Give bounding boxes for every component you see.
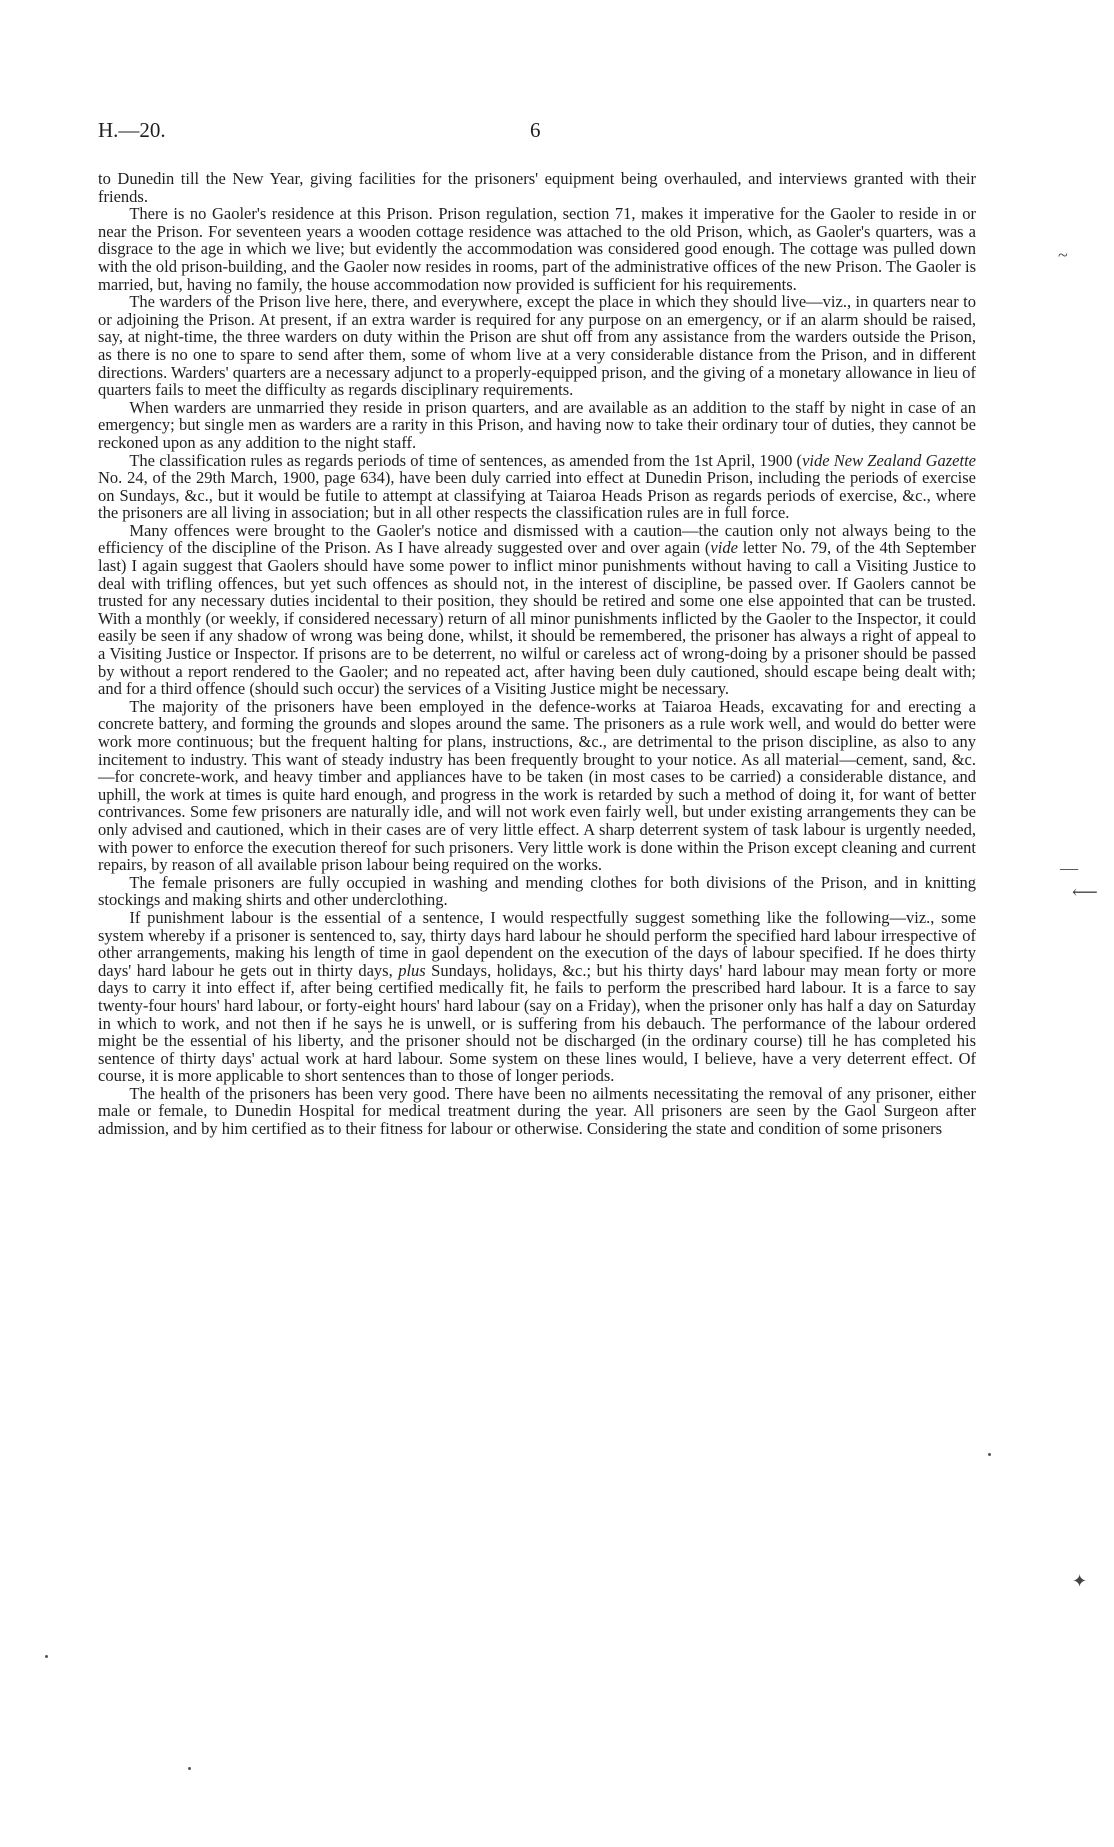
page-header xyxy=(98,118,978,148)
text-run: The majority of the prisoners have been employed in the defence-works at Taiaroa Heads, excavating for and erecting a concrete battery, and forming the grounds and slopes around the same. The prisoners as a rule work well, and would do better were work more continuous; but the frequent halting for plans, instructions, &c., are detrimental to the prison discipline, as also to any incitement to industry. This want of steady industry has been frequently brought to your notice. As all material—cement, sand, &c.—for concrete-work, and heavy timber and appliances have to be taken (in most cases to be carried) a considerable distance, and uphill, the work at times is quite hard enough, and progress in the work is retarded by such a method of doing it, for want of better contrivances. Some few prisoners are naturally idle, and will not work even fairly well, but under existing arrangements they can be only advised and cautioned, which in their cases are of very little effect. A sharp deterrent system of task labour is urgently needed, with power to enforce the execution thereof for such prisoners. Very little work is done within the Prison except cleaning and current repairs, by reason of all available prison labour being required on the works. xyxy=(98,696,976,875)
paragraph xyxy=(98,452,976,522)
speck xyxy=(988,1453,991,1456)
margin-mark: — xyxy=(1060,858,1078,878)
paragraph xyxy=(98,205,976,293)
paragraph xyxy=(98,293,976,399)
italic-text: vide New Zealand Gazette xyxy=(802,450,976,470)
text-run: to Dunedin till the New Year, giving facilities for the prisoners' equipment being overhauled, and interviews granted with their friends. xyxy=(98,169,976,206)
document-body xyxy=(98,170,976,1138)
page-number: 6 xyxy=(530,118,541,142)
margin-mark: ⟵ xyxy=(1072,882,1098,902)
paragraph xyxy=(98,522,976,698)
paragraph xyxy=(98,1085,976,1138)
text-run: letter No. 79, of the 4th September last) I again suggest that Gaolers should have some power to inflict minor punishments without having to call a Visiting Justice to deal with trifling offences, but yet such offences as should not, in the interest of discipline, be passed over. If Gaolers cannot be trusted for any necessary duties incidental to their position, they should be retired and some one else appointed that can be trusted. With a monthly (or weekly, if considered necessary) return of all minor punishments inflicted by the Gaoler to the Inspector, it could easily be seen if any shadow of wrong was being done, whilst, it should be remembered, the prisoner has always a right of appeal to a Visiting Justice or Inspector. If prisons are to be deterrent, no wilful or careless act of wrong-doing by a prisoner should be passed by without a report rendered to the Gaoler; and no repeated act, after having been duly cautioned, should escape being dealt with; and for a third offence (should such occur) the services of a Visiting Justice might be necessary. xyxy=(98,538,977,699)
paragraph xyxy=(98,874,976,909)
text-run: Sundays, holidays, &c.; but his thirty days' hard labour may mean forty or more days to carry it into effect if, after being certified medically fit, he fails to perform the prescribed hard labour. It is a farce to say twenty-four hours' hard labour, or forty-eight hours' hard labour (say on a Friday), when the prisoner only has half a day on Saturday in which to work, and not then if he says he is unwell, or is suffering from his debauch. The performance of the labour ordered might be the essential of his liberty, and the prisoner should not be discharged (in the ordinary course) till he has completed his sentence of thirty days' actual work at hard labour. Some system on these lines would, I believe, have a very deterrent effect. Of course, it is more applicable to short sentences than to those of longer periods. xyxy=(98,960,976,1086)
paragraph xyxy=(98,170,976,205)
speck xyxy=(45,1655,48,1658)
text-run: There is no Gaoler's residence at this Prison. Prison regulation, section 71, makes it imperative for the Gaoler to reside in or near the Prison. For seventeen years a wooden cottage residence was attached to the old Prison, which, as Gaoler's quarters, was a disgrace to the age in which we live; but evidently the accommodation was considered good enough. The cottage was pulled down with the old prison-building, and the Gaoler now resides in rooms, part of the administrative offices of the new Prison. The Gaoler is married, but, having no family, the house accommodation now provided is sufficient for his requirements. xyxy=(98,204,976,294)
speck xyxy=(188,1767,191,1770)
text-run: Many offences were brought to the Gaoler's notice and dismissed with a caution—the caution only not always being to the efficiency of the discipline of the Prison. As I have already suggested over and over again ( xyxy=(98,520,976,558)
text-run: The health of the prisoners has been very good. There have been no ailments necessitating the removal of any prisoner, either male or female, to Dunedin Hospital for medical treatment during the year. All prisoners are seen by the Gaol Surgeon after admission, and by him certified as to their fitness for labour or otherwise. Considering the state and condition of some prisoners xyxy=(98,1083,976,1139)
text-run: When warders are unmarried they reside in prison quarters, and are available as an addition to the staff by night in case of an emergency; but single men as warders are a rarity in this Prison, and having now to take their ordinary tour of duties, they cannot be reckoned upon as any addition to the night staff. xyxy=(98,397,976,452)
text-run: The female prisoners are fully occupied in washing and mending clothes for both divisions of the Prison, and in knitting stockings and making shirts and other underclothing. xyxy=(98,872,976,910)
text-run: The warders of the Prison live here, there, and everywhere, except the place in which they should live—viz., in quarters near to or adjoining the Prison. At present, if an extra warder is required for any purpose on an emergency, or if an alarm should be raised, say, at night-time, the three warders on duty within the Prison are shut off from any assistance from the warders outside the Prison, as there is no one to spare to send after them, some of whom live at a very considerable distance from the Prison, and in different directions. Warders' quarters are a necessary adjunct to a properly-equipped prison, and the giving of a monetary allowance in lieu of quarters fails to meet the difficulty as regards disciplinary requirements. xyxy=(98,292,976,400)
italic-text: plus xyxy=(398,960,426,980)
text-run: If punishment labour is the essential of a sentence, I would respectfully suggest something like the following—viz., some system whereby if a prisoner is sentenced to, say, thirty days hard labour he should perform the specified hard labour irrespective of other arrangements, making his length of time in gaol dependent on the execution of the days of labour specified. If he does thirty days' hard labour he gets out in thirty days, xyxy=(98,907,976,980)
text-run: The classification rules as regards periods of time of sentences, as amended from the 1st April, 1900 ( xyxy=(129,450,803,470)
paragraph xyxy=(98,399,976,452)
document-reference: H.—20. xyxy=(98,118,166,142)
paragraph xyxy=(98,698,976,874)
paragraph xyxy=(98,909,976,1085)
margin-mark: ✦ xyxy=(1072,1571,1088,1591)
margin-mark: ~ xyxy=(1058,245,1068,265)
italic-text: vide xyxy=(710,538,738,558)
text-run: No. 24, of the 29th March, 1900, page 634), have been duly carried into effect at Dunedin Prison, including the periods of exercise on Sundays, &c., but it would be futile to attempt at classifying at Taiaroa Heads Prison as regards periods of exercise, &c., where the prisoners are all living in association; but in all other respects the classification rules are in full force. xyxy=(98,468,976,523)
